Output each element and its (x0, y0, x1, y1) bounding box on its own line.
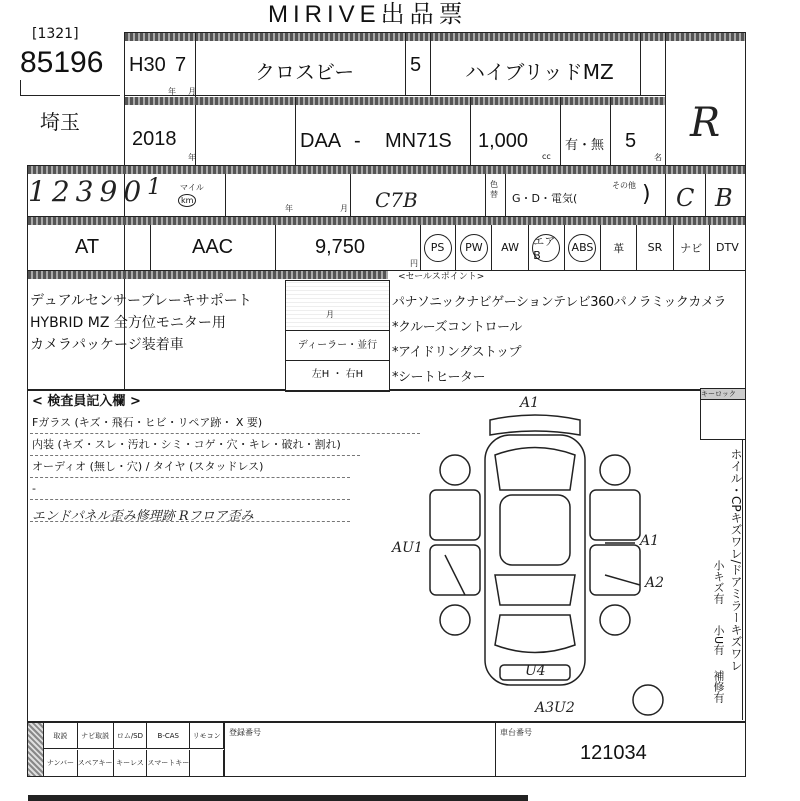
color-change-label: 色替 (490, 180, 498, 199)
inspector-header: < 検査員記入欄 > (32, 394, 141, 409)
steering-side: 左H ・ 右H (311, 369, 364, 380)
cc-label: cc (542, 152, 551, 161)
sale-points-header: <セールスポイント> (398, 272, 485, 282)
exterior-grade: C (676, 184, 695, 212)
equipment-8 (710, 225, 745, 270)
transmission: AT (75, 236, 100, 258)
doors: 5 (410, 54, 422, 76)
damage-mark: AU1 (392, 540, 423, 556)
accessory-label: スマートキー (147, 750, 190, 776)
equipment-row (420, 225, 745, 270)
auction-score: R (690, 100, 721, 146)
equipment-6 (637, 225, 673, 270)
aircon: AAC (192, 236, 234, 258)
mileage-digit: 9 (99, 175, 118, 208)
mileage-digit: 1 (147, 175, 162, 200)
year-label: 年 (168, 87, 176, 96)
month-label: 月 (326, 310, 334, 319)
equipment-1 (456, 225, 492, 270)
accessory-label: キーレス (114, 750, 148, 776)
accessory-label: ロム/SD (114, 723, 148, 749)
damage-mark: A1 (640, 533, 660, 549)
fuel-other-label: その他 (612, 181, 636, 190)
equipment-4 (565, 225, 601, 270)
damage-mark: U4 (525, 663, 546, 679)
accessory-label: リモコン (190, 723, 224, 749)
mileage-digit: 3 (75, 175, 94, 208)
inspection-status: 有・無 (565, 138, 605, 153)
blank-line: - (32, 482, 36, 495)
yen-label: 円 (410, 259, 418, 268)
accessory-label: ナンバー (44, 750, 78, 776)
equipment-label: ABS (568, 234, 596, 262)
region: 埼玉 (40, 110, 80, 134)
notes (30, 290, 252, 356)
damage-mark: A3U2 (535, 700, 575, 716)
damage-mark: A2 (645, 575, 665, 591)
mileage (28, 175, 161, 208)
interior-grade: B (715, 184, 733, 212)
equipment-0 (420, 225, 456, 270)
equipment-label: 革 (613, 241, 625, 255)
repaired-text: 補修有 (712, 670, 725, 703)
handwritten-note: エンドパネル歪み修理跡 Rフロア歪み (32, 509, 254, 524)
key-lock-box (700, 388, 746, 440)
month-label: 月 (188, 87, 196, 96)
model-year: 2018 (132, 128, 177, 150)
equipment-3 (529, 225, 565, 270)
model-name: クロスビー (255, 60, 355, 84)
sale-point: *アイドリングストップ (392, 345, 522, 360)
note-line: デュアルセンサーブレーキサポート (30, 293, 252, 309)
audio-tire-line: オーディオ (無し・穴) / タイヤ (スタッドレス) (32, 460, 264, 473)
sale-points (392, 290, 747, 390)
equipment-5 (601, 225, 637, 270)
equipment-label: SR (647, 241, 663, 254)
small-scratch-text: 小キズ有 (712, 560, 725, 604)
interior-line: 内装 (キズ・スレ・汚れ・シミ・コゲ・穴・キレ・破れ・割れ) (32, 438, 341, 451)
origin-box (285, 280, 390, 392)
fuel-type: G・D・電気( (512, 192, 578, 205)
recycle-fee: 9,750 (315, 236, 366, 258)
accessory-label: ナビ取説 (78, 723, 114, 749)
note-line: HYBRID MZ 全方位モニター用 (30, 315, 226, 331)
accessory-label: スペアキー (78, 750, 114, 776)
equipment-7 (674, 225, 710, 270)
mileage-digit: 2 (51, 175, 70, 208)
chassis-number: 121034 (580, 742, 647, 764)
damage-mark: A1 (520, 395, 540, 411)
reg-month-label: 月 (340, 204, 348, 213)
equipment-label: PS (424, 234, 452, 262)
first-reg-month: 7 (175, 54, 187, 76)
equipment-2 (492, 225, 528, 270)
sale-point: パナソニックナビゲーションテレビ360パノラミックカメラ (392, 295, 726, 310)
accessory-label: B-CAS (147, 723, 190, 749)
equipment-label: エアB (532, 234, 560, 262)
model-year-label: 年 (188, 153, 196, 162)
mile-label: マイル (180, 183, 204, 192)
chassis-number-label: 車台番号 (500, 728, 532, 737)
lot-code: [1321] (32, 26, 79, 42)
sheet-title: MIRIVE出品票 (268, 1, 468, 28)
displacement: 1,000 (478, 130, 529, 152)
small-dent-text: 小U有 (712, 625, 725, 656)
type-code: MN71S (385, 130, 452, 152)
sale-point: *クルーズコントロール (392, 320, 522, 335)
sale-point: *シートヒーター (392, 370, 485, 385)
equipment-label: AW (501, 241, 519, 254)
dealer-or-parallel: ディーラー・並行 (286, 331, 389, 361)
type-dash: - (354, 130, 361, 152)
key-lock-label: キーロック (701, 389, 745, 400)
inspector-lines (32, 412, 341, 528)
grade: ハイブリッドMZ (465, 60, 614, 84)
mileage-digit: 0 (123, 175, 142, 208)
type-prefix: DAA (300, 130, 342, 152)
seats: 5 (625, 130, 637, 152)
seats-label: 名 (654, 153, 662, 162)
equipment-label: ナビ (680, 241, 703, 255)
color-code: C7B (375, 188, 418, 212)
windshield-line: Fガラス (キズ・飛石・ヒビ・リペア跡・ X 要) (32, 416, 263, 429)
accessory-label: 取説 (44, 723, 78, 749)
wheel-mirror-text: ホイル・CPキズワレ/ドアミラーキズワレ (729, 448, 743, 672)
reg-year-label: 年 (285, 204, 293, 213)
mileage-digit: 1 (28, 175, 46, 208)
registration-number-label: 登録番号 (229, 728, 261, 737)
note-line: カメラパッケージ装着車 (30, 337, 184, 353)
equipment-label: DTV (716, 241, 739, 254)
lot-number: 85196 (20, 46, 104, 79)
fuel-close: ) (642, 182, 651, 207)
equipment-label: PW (460, 234, 488, 262)
era-year: H30 (129, 54, 166, 76)
accessory-label (190, 750, 224, 776)
km-unit-circled: km (178, 194, 196, 207)
